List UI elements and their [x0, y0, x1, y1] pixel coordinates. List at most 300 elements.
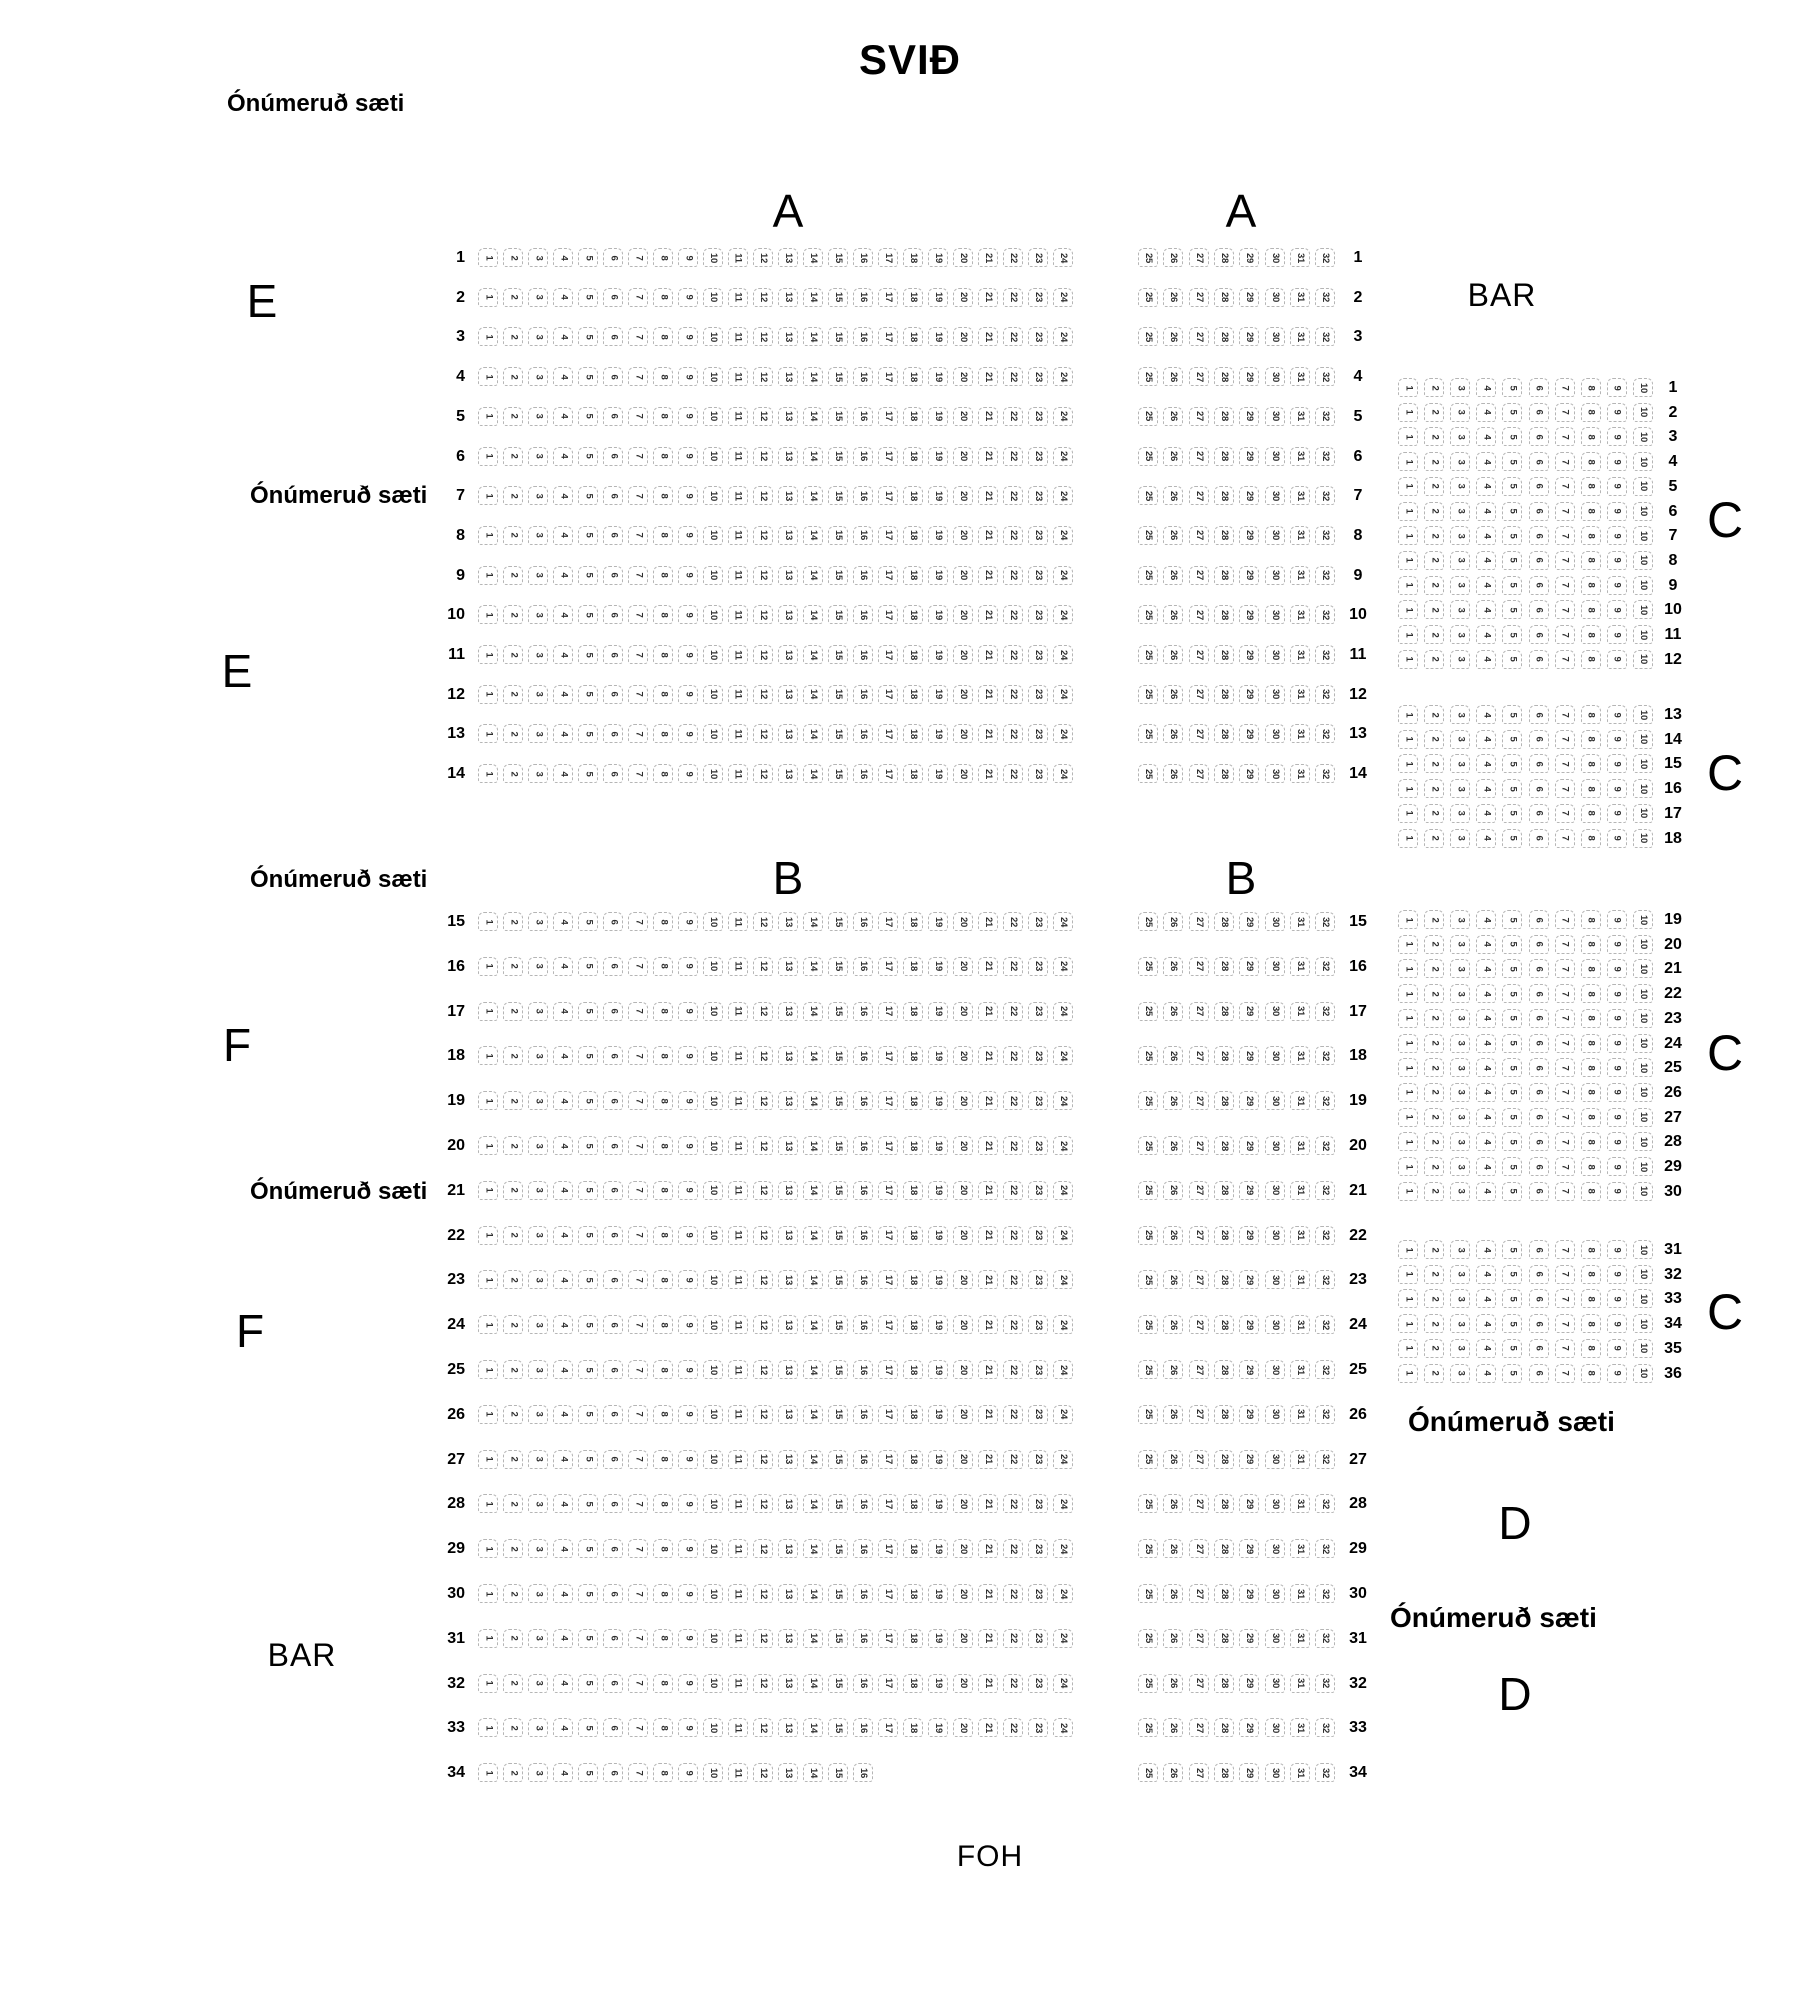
seat[interactable] — [1450, 1009, 1470, 1028]
seat[interactable] — [853, 248, 873, 267]
seat[interactable] — [1163, 1226, 1183, 1245]
seat[interactable] — [478, 1002, 498, 1021]
seat[interactable] — [1398, 1265, 1418, 1284]
seat[interactable] — [653, 327, 673, 346]
seat[interactable] — [528, 1136, 548, 1155]
seat[interactable] — [1476, 1034, 1496, 1053]
seat[interactable] — [803, 1539, 823, 1558]
seat[interactable] — [553, 447, 573, 466]
seat[interactable] — [978, 1450, 998, 1469]
seat[interactable] — [978, 1674, 998, 1693]
seat[interactable] — [753, 1315, 773, 1334]
seat[interactable] — [703, 605, 723, 624]
seat[interactable] — [1053, 1674, 1073, 1693]
seat[interactable] — [1555, 754, 1575, 773]
seat[interactable] — [1581, 378, 1601, 397]
seat[interactable] — [1476, 754, 1496, 773]
seat[interactable] — [553, 526, 573, 545]
seat[interactable] — [1607, 378, 1627, 397]
seat[interactable] — [1450, 1034, 1470, 1053]
seat[interactable] — [1239, 724, 1259, 743]
seat[interactable] — [1529, 650, 1549, 669]
seat[interactable] — [853, 764, 873, 783]
seat[interactable] — [1163, 1405, 1183, 1424]
seat[interactable] — [928, 764, 948, 783]
seat[interactable] — [553, 605, 573, 624]
seat[interactable] — [1315, 1405, 1335, 1424]
seat[interactable] — [1163, 1584, 1183, 1603]
seat[interactable] — [1529, 1314, 1549, 1333]
seat[interactable] — [1290, 1629, 1310, 1648]
seat[interactable] — [953, 288, 973, 307]
seat[interactable] — [653, 367, 673, 386]
seat[interactable] — [778, 1405, 798, 1424]
seat[interactable] — [703, 1360, 723, 1379]
seat[interactable] — [953, 645, 973, 664]
seat[interactable] — [1476, 600, 1496, 619]
seat[interactable] — [1214, 566, 1234, 585]
seat[interactable] — [1555, 576, 1575, 595]
seat[interactable] — [1607, 779, 1627, 798]
seat[interactable] — [1450, 452, 1470, 471]
seat[interactable] — [1450, 378, 1470, 397]
seat[interactable] — [1424, 1009, 1444, 1028]
seat[interactable] — [1189, 1181, 1209, 1200]
seat[interactable] — [1163, 566, 1183, 585]
seat[interactable] — [728, 685, 748, 704]
seat[interactable] — [1555, 829, 1575, 848]
seat[interactable] — [553, 1226, 573, 1245]
seat[interactable] — [1607, 452, 1627, 471]
seat[interactable] — [503, 912, 523, 931]
seat[interactable] — [1529, 1182, 1549, 1201]
seat[interactable] — [1315, 327, 1335, 346]
seat[interactable] — [1529, 1364, 1549, 1383]
seat[interactable] — [1502, 1058, 1522, 1077]
seat[interactable] — [1028, 1360, 1048, 1379]
seat[interactable] — [1555, 1265, 1575, 1284]
seat[interactable] — [903, 407, 923, 426]
seat[interactable] — [1189, 1315, 1209, 1334]
seat[interactable] — [1214, 1181, 1234, 1200]
seat[interactable] — [628, 1270, 648, 1289]
seat[interactable] — [1053, 248, 1073, 267]
seat[interactable] — [1003, 486, 1023, 505]
seat[interactable] — [1290, 566, 1310, 585]
seat[interactable] — [578, 724, 598, 743]
seat[interactable] — [1555, 452, 1575, 471]
seat[interactable] — [578, 1629, 598, 1648]
seat[interactable] — [903, 367, 923, 386]
seat[interactable] — [1028, 724, 1048, 743]
seat[interactable] — [1502, 1240, 1522, 1259]
seat[interactable] — [1555, 1034, 1575, 1053]
seat[interactable] — [478, 912, 498, 931]
seat[interactable] — [1189, 764, 1209, 783]
seat[interactable] — [1476, 378, 1496, 397]
seat[interactable] — [578, 1539, 598, 1558]
seat[interactable] — [1214, 1629, 1234, 1648]
seat[interactable] — [778, 685, 798, 704]
seat[interactable] — [1028, 486, 1048, 505]
seat[interactable] — [653, 1763, 673, 1782]
seat[interactable] — [1581, 625, 1601, 644]
seat[interactable] — [1003, 367, 1023, 386]
seat[interactable] — [1424, 551, 1444, 570]
seat[interactable] — [928, 1494, 948, 1513]
seat[interactable] — [978, 367, 998, 386]
seat[interactable] — [678, 1674, 698, 1693]
seat[interactable] — [928, 1718, 948, 1737]
seat[interactable] — [628, 1494, 648, 1513]
seat[interactable] — [603, 685, 623, 704]
seat[interactable] — [828, 327, 848, 346]
seat[interactable] — [653, 724, 673, 743]
seat[interactable] — [1450, 910, 1470, 929]
seat[interactable] — [1398, 705, 1418, 724]
seat[interactable] — [1424, 526, 1444, 545]
seat[interactable] — [953, 685, 973, 704]
seat[interactable] — [828, 1494, 848, 1513]
seat[interactable] — [1290, 605, 1310, 624]
seat[interactable] — [603, 486, 623, 505]
seat[interactable] — [603, 1629, 623, 1648]
seat[interactable] — [1529, 730, 1549, 749]
seat[interactable] — [603, 1270, 623, 1289]
seat[interactable] — [1163, 605, 1183, 624]
seat[interactable] — [978, 1181, 998, 1200]
seat[interactable] — [1239, 645, 1259, 664]
seat[interactable] — [778, 248, 798, 267]
seat[interactable] — [703, 1091, 723, 1110]
seat[interactable] — [728, 367, 748, 386]
seat[interactable] — [503, 526, 523, 545]
seat[interactable] — [828, 1181, 848, 1200]
seat[interactable] — [903, 1718, 923, 1737]
seat[interactable] — [778, 1270, 798, 1289]
seat[interactable] — [503, 327, 523, 346]
seat[interactable] — [978, 724, 998, 743]
seat[interactable] — [1239, 1405, 1259, 1424]
seat[interactable] — [578, 486, 598, 505]
seat[interactable] — [1163, 1494, 1183, 1513]
seat[interactable] — [1398, 1240, 1418, 1259]
seat[interactable] — [678, 1315, 698, 1334]
seat[interactable] — [603, 1136, 623, 1155]
seat[interactable] — [1138, 327, 1158, 346]
seat[interactable] — [1529, 1339, 1549, 1358]
seat[interactable] — [728, 1539, 748, 1558]
seat[interactable] — [1502, 754, 1522, 773]
seat[interactable] — [1003, 407, 1023, 426]
seat[interactable] — [578, 1181, 598, 1200]
seat[interactable] — [903, 724, 923, 743]
seat[interactable] — [1189, 1226, 1209, 1245]
seat[interactable] — [1138, 526, 1158, 545]
seat[interactable] — [1053, 957, 1073, 976]
seat[interactable] — [1502, 378, 1522, 397]
seat[interactable] — [1398, 1132, 1418, 1151]
seat[interactable] — [878, 1360, 898, 1379]
seat[interactable] — [1502, 1265, 1522, 1284]
seat[interactable] — [1581, 551, 1601, 570]
seat[interactable] — [1189, 486, 1209, 505]
seat[interactable] — [1265, 367, 1285, 386]
seat[interactable] — [903, 1046, 923, 1065]
seat[interactable] — [853, 288, 873, 307]
seat[interactable] — [653, 407, 673, 426]
seat[interactable] — [753, 288, 773, 307]
seat[interactable] — [1053, 685, 1073, 704]
seat[interactable] — [1028, 1002, 1048, 1021]
seat[interactable] — [1290, 1360, 1310, 1379]
seat[interactable] — [753, 447, 773, 466]
seat[interactable] — [878, 526, 898, 545]
seat[interactable] — [1265, 1718, 1285, 1737]
seat[interactable] — [628, 1763, 648, 1782]
seat[interactable] — [1138, 1136, 1158, 1155]
seat[interactable] — [528, 912, 548, 931]
seat[interactable] — [478, 288, 498, 307]
seat[interactable] — [703, 288, 723, 307]
seat[interactable] — [728, 645, 748, 664]
seat[interactable] — [1003, 1002, 1023, 1021]
seat[interactable] — [1265, 1584, 1285, 1603]
seat[interactable] — [1398, 1339, 1418, 1358]
seat[interactable] — [678, 724, 698, 743]
seat[interactable] — [1265, 1181, 1285, 1200]
seat[interactable] — [678, 1091, 698, 1110]
seat[interactable] — [703, 1763, 723, 1782]
seat[interactable] — [528, 764, 548, 783]
seat[interactable] — [503, 367, 523, 386]
seat[interactable] — [528, 1674, 548, 1693]
seat[interactable] — [1239, 1539, 1259, 1558]
seat[interactable] — [803, 1181, 823, 1200]
seat[interactable] — [678, 1629, 698, 1648]
seat[interactable] — [853, 1584, 873, 1603]
seat[interactable] — [1502, 1339, 1522, 1358]
seat[interactable] — [1315, 685, 1335, 704]
seat[interactable] — [1003, 1539, 1023, 1558]
seat[interactable] — [803, 526, 823, 545]
seat[interactable] — [953, 248, 973, 267]
seat[interactable] — [1239, 447, 1259, 466]
seat[interactable] — [678, 1181, 698, 1200]
seat[interactable] — [978, 1046, 998, 1065]
seat[interactable] — [1290, 1002, 1310, 1021]
seat[interactable] — [778, 1584, 798, 1603]
seat[interactable] — [553, 1629, 573, 1648]
seat[interactable] — [953, 327, 973, 346]
seat[interactable] — [978, 685, 998, 704]
seat[interactable] — [1607, 1009, 1627, 1028]
seat[interactable] — [603, 1584, 623, 1603]
seat[interactable] — [803, 1674, 823, 1693]
seat[interactable] — [878, 1584, 898, 1603]
seat[interactable] — [878, 288, 898, 307]
seat[interactable] — [878, 1674, 898, 1693]
seat[interactable] — [1028, 526, 1048, 545]
seat[interactable] — [953, 1584, 973, 1603]
seat[interactable] — [1450, 1182, 1470, 1201]
seat[interactable] — [953, 1674, 973, 1693]
seat[interactable] — [778, 1091, 798, 1110]
seat[interactable] — [1003, 1226, 1023, 1245]
seat[interactable] — [503, 1315, 523, 1334]
seat[interactable] — [628, 1181, 648, 1200]
seat[interactable] — [853, 1091, 873, 1110]
seat[interactable] — [1189, 1539, 1209, 1558]
seat[interactable] — [1476, 804, 1496, 823]
seat[interactable] — [803, 764, 823, 783]
seat[interactable] — [803, 327, 823, 346]
seat[interactable] — [1290, 1136, 1310, 1155]
seat[interactable] — [828, 1629, 848, 1648]
seat[interactable] — [528, 288, 548, 307]
seat[interactable] — [1315, 724, 1335, 743]
seat[interactable] — [553, 566, 573, 585]
seat[interactable] — [1265, 486, 1285, 505]
seat[interactable] — [1529, 984, 1549, 1003]
seat[interactable] — [753, 1136, 773, 1155]
seat[interactable] — [903, 912, 923, 931]
seat[interactable] — [853, 1315, 873, 1334]
seat[interactable] — [903, 645, 923, 664]
seat[interactable] — [1398, 779, 1418, 798]
seat[interactable] — [953, 486, 973, 505]
seat[interactable] — [1502, 1157, 1522, 1176]
seat[interactable] — [953, 526, 973, 545]
seat[interactable] — [603, 912, 623, 931]
seat[interactable] — [1028, 1270, 1048, 1289]
seat[interactable] — [603, 605, 623, 624]
seat[interactable] — [1450, 1339, 1470, 1358]
seat[interactable] — [878, 407, 898, 426]
seat[interactable] — [1265, 1539, 1285, 1558]
seat[interactable] — [1163, 957, 1183, 976]
seat[interactable] — [1138, 957, 1158, 976]
seat[interactable] — [1424, 378, 1444, 397]
seat[interactable] — [778, 1136, 798, 1155]
seat[interactable] — [1450, 1083, 1470, 1102]
seat[interactable] — [1138, 1584, 1158, 1603]
seat[interactable] — [953, 764, 973, 783]
seat[interactable] — [903, 1136, 923, 1155]
seat[interactable] — [1138, 1494, 1158, 1513]
seat[interactable] — [503, 1046, 523, 1065]
seat[interactable] — [953, 1226, 973, 1245]
seat[interactable] — [1239, 1226, 1259, 1245]
seat[interactable] — [1476, 1182, 1496, 1201]
seat[interactable] — [1239, 327, 1259, 346]
seat[interactable] — [1138, 1091, 1158, 1110]
seat[interactable] — [503, 1181, 523, 1200]
seat[interactable] — [1555, 427, 1575, 446]
seat[interactable] — [878, 605, 898, 624]
seat[interactable] — [778, 1763, 798, 1782]
seat[interactable] — [1581, 754, 1601, 773]
seat[interactable] — [903, 1226, 923, 1245]
seat[interactable] — [1163, 1315, 1183, 1334]
seat[interactable] — [803, 288, 823, 307]
seat[interactable] — [753, 1405, 773, 1424]
seat[interactable] — [928, 912, 948, 931]
seat[interactable] — [1315, 1494, 1335, 1513]
seat[interactable] — [778, 566, 798, 585]
seat[interactable] — [1315, 526, 1335, 545]
seat[interactable] — [803, 957, 823, 976]
seat[interactable] — [953, 1718, 973, 1737]
seat[interactable] — [678, 645, 698, 664]
seat[interactable] — [1450, 1058, 1470, 1077]
seat[interactable] — [678, 1002, 698, 1021]
seat[interactable] — [1555, 804, 1575, 823]
seat[interactable] — [1028, 327, 1048, 346]
seat[interactable] — [1053, 1405, 1073, 1424]
seat[interactable] — [528, 1226, 548, 1245]
seat[interactable] — [478, 248, 498, 267]
seat[interactable] — [1529, 576, 1549, 595]
seat[interactable] — [1502, 427, 1522, 446]
seat[interactable] — [1053, 724, 1073, 743]
seat[interactable] — [1315, 248, 1335, 267]
seat[interactable] — [1265, 724, 1285, 743]
seat[interactable] — [703, 645, 723, 664]
seat[interactable] — [1053, 1629, 1073, 1648]
seat[interactable] — [828, 1674, 848, 1693]
seat[interactable] — [903, 957, 923, 976]
seat[interactable] — [703, 957, 723, 976]
seat[interactable] — [878, 1136, 898, 1155]
seat[interactable] — [603, 1674, 623, 1693]
seat[interactable] — [778, 1539, 798, 1558]
seat[interactable] — [903, 605, 923, 624]
seat[interactable] — [753, 248, 773, 267]
seat[interactable] — [828, 1405, 848, 1424]
seat[interactable] — [1398, 935, 1418, 954]
seat[interactable] — [1315, 1629, 1335, 1648]
seat[interactable] — [978, 957, 998, 976]
seat[interactable] — [1239, 685, 1259, 704]
seat[interactable] — [1239, 1046, 1259, 1065]
seat[interactable] — [1502, 1083, 1522, 1102]
seat[interactable] — [978, 486, 998, 505]
seat[interactable] — [1239, 248, 1259, 267]
seat[interactable] — [1476, 477, 1496, 496]
seat[interactable] — [1265, 407, 1285, 426]
seat[interactable] — [903, 1405, 923, 1424]
seat[interactable] — [1450, 403, 1470, 422]
seat[interactable] — [603, 764, 623, 783]
seat[interactable] — [603, 1718, 623, 1737]
seat[interactable] — [1581, 1240, 1601, 1259]
seat[interactable] — [928, 327, 948, 346]
seat[interactable] — [603, 1494, 623, 1513]
seat[interactable] — [478, 447, 498, 466]
seat[interactable] — [1053, 1494, 1073, 1513]
seat[interactable] — [528, 1629, 548, 1648]
seat[interactable] — [528, 1763, 548, 1782]
seat[interactable] — [628, 645, 648, 664]
seat[interactable] — [728, 1091, 748, 1110]
seat[interactable] — [1450, 576, 1470, 595]
seat[interactable] — [1189, 685, 1209, 704]
seat[interactable] — [1555, 1083, 1575, 1102]
seat[interactable] — [828, 957, 848, 976]
seat[interactable] — [853, 1226, 873, 1245]
seat[interactable] — [1424, 625, 1444, 644]
